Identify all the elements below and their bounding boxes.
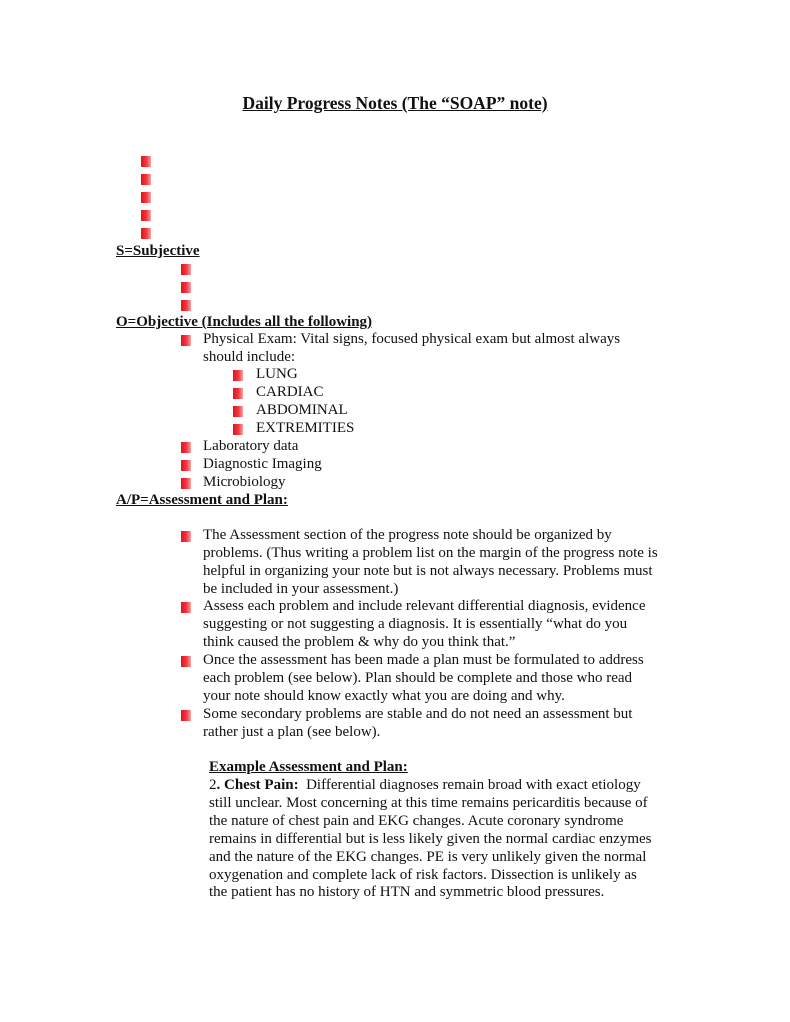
bullet-icon [181, 656, 191, 667]
bullet-icon [233, 388, 243, 399]
bullet-icon [141, 192, 151, 203]
bullet-icon [181, 710, 191, 721]
bullet-icon [181, 531, 191, 542]
bullet-icon [141, 228, 151, 239]
bullet-icon [181, 478, 191, 489]
bullet-icon [141, 156, 151, 167]
subitem-abdominal: ABDOMINAL [256, 402, 348, 418]
bullet-icon [181, 264, 191, 275]
ap-item-3: Once the assessment has been made a plan must be formulated to address each problem (see below). Plan should be complete and those who read your note should know exactly what you are doing and why. [203, 652, 644, 704]
ap-item-4: Some secondary problems are stable and do not need an assessment but rather just a plan (see below). [203, 706, 633, 740]
example-label: . Chest Pain: [216, 777, 299, 793]
subitem-extremities: EXTREMITIES [256, 420, 355, 436]
bullet-icon [141, 210, 151, 221]
bullet-icon [181, 442, 191, 453]
example-heading: Example Assessment and Plan: [209, 759, 408, 775]
page-title: Daily Progress Notes (The “SOAP” note) [242, 93, 548, 113]
ap-item-1: The Assessment section of the progress note should be organized by problems. (Thus writing a problem list on the margin of the progress note is helpful in organizing your note but is not always necessary. Problems must be included in your assessment.) [203, 527, 658, 597]
bullet-icon [233, 424, 243, 435]
bullet-icon [141, 174, 151, 185]
assessment-plan-heading: A/P=Assessment and Plan: [116, 492, 288, 508]
bullet-icon [181, 460, 191, 471]
objective-item-physical-exam: Physical Exam: Vital signs, focused physical exam but almost always should include: [203, 331, 621, 365]
objective-heading: O=Objective (Includes all the following) [116, 314, 373, 330]
objective-item-microbiology: Microbiology [203, 474, 286, 490]
bullet-icon [233, 406, 243, 417]
objective-item-imaging: Diagnostic Imaging [203, 456, 322, 472]
subitem-cardiac: CARDIAC [256, 384, 324, 400]
subitem-lung: LUNG [256, 366, 298, 382]
example-number: 2 [209, 777, 217, 793]
example-paragraph: 2. Chest Pain: Differential diagnoses remain broad with exact etiology still unclear. Most concerning at this time remains pericarditis because of the nature of chest pain and EKG changes. Acute coronary syndrome remains in differential but is less likely given the normal cardiac enzymes and the nature of the EKG changes. PE is very unlikely given the normal oxygenation and complete lack of risk factors. Dissection is unlikely as the patient has no history of HTN and symmetric blood pressures. [209, 777, 652, 901]
ap-item-2: Assess each problem and include relevant differential diagnosis, evidence suggesting or not suggesting a diagnosis. It is essentially “what do you think caused the problem & why do you think that.” [203, 598, 646, 650]
bullet-icon [181, 282, 191, 293]
bullet-icon [181, 335, 191, 346]
subjective-heading: S=Subjective [116, 243, 200, 259]
bullet-icon [181, 602, 191, 613]
bullet-icon [233, 370, 243, 381]
objective-item-laboratory: Laboratory data [203, 438, 299, 454]
bullet-icon [181, 300, 191, 311]
